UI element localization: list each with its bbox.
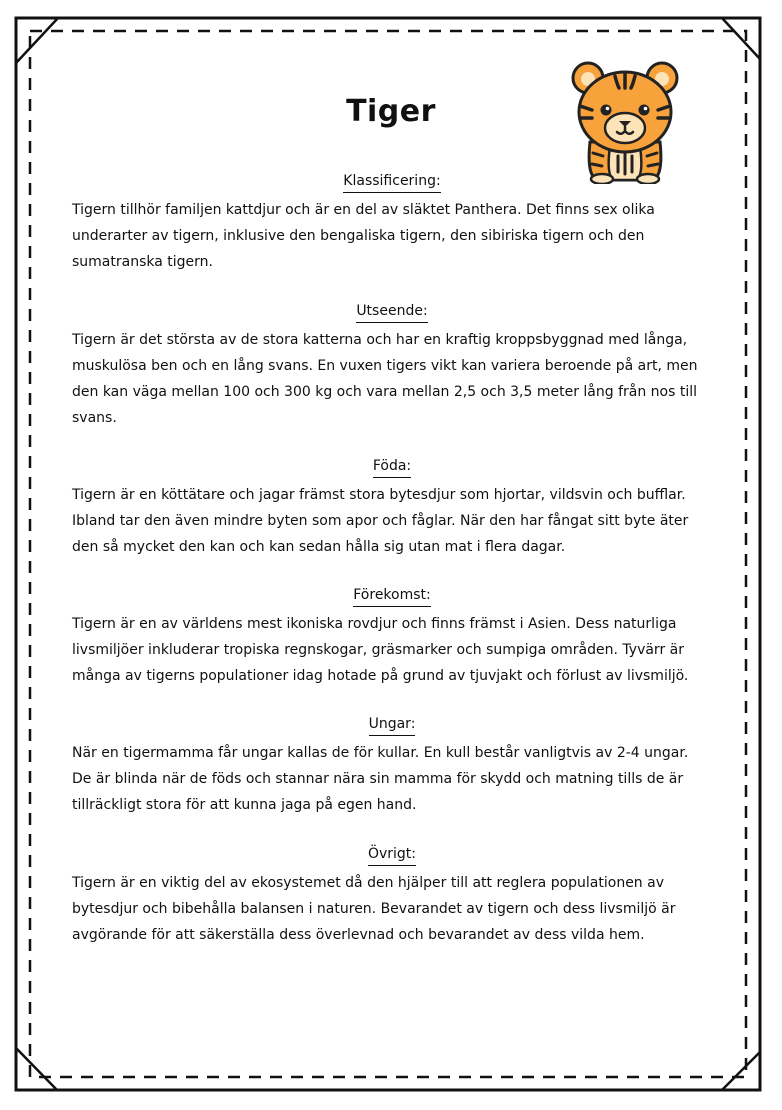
section-heading: Utseende:: [356, 303, 427, 323]
page-title: Tiger: [346, 94, 436, 129]
section-foda: [72, 458, 712, 560]
section-text: När en tigermamma får ungar kallas de för kullar. En kull består vanligtvis av 2-4 ungar. De är blinda när de föds och stannar nära sin mamma för skydd och matning tills de är tillräckligt stora för att kunna jaga på egen hand.: [72, 745, 689, 813]
section-text: Tigern tillhör familjen kattdjur och är en del av släktet Panthera. Det finns sex olika underarter av tigern, inklusive den bengaliska tigern, den sibiriska tigern och den sumatranska tigern.: [72, 202, 655, 270]
section-heading: Klassificering:: [343, 173, 440, 193]
section-ovrigt: [72, 846, 712, 948]
section-text: Tigern är en viktig del av ekosystemet då den hjälper till att reglera populationen av bytesdjur och bibehålla balansen i naturen. Bevarandet av tigern och dess livsmiljö är avgörande för att säkerställa dess överlevnad och bevarandet av dess vilda hem.: [72, 875, 676, 943]
section-heading: Övrigt:: [368, 846, 416, 866]
section-klassificering: [72, 173, 712, 275]
section-heading: Föda:: [373, 458, 411, 478]
section-text: Tigern är en köttätare och jagar främst stora bytesdjur som hjortar, vildsvin och bufflar. Ibland tar den även mindre byten som apor och fåglar. När den har fångat sitt byte äter den så mycket den kan och kan sedan hålla sig utan mat i flera dagar.: [72, 487, 689, 555]
section-heading: Förekomst:: [353, 587, 431, 607]
section-ungar: [72, 716, 712, 818]
section-utseende: [72, 303, 712, 431]
section-text: Tigern är det största av de stora katterna och har en kraftig kroppsbyggnad med långa, muskulösa ben och en lång svans. En vuxen tigers vikt kan variera beroende på art, men den kan väga mellan 100 och 300 kg och vara mellan 2,5 och 3,5 meter lång från nos till svans.: [72, 332, 698, 426]
section-heading: Ungar:: [369, 716, 416, 736]
section-text: Tigern är en av världens mest ikoniska rovdjur och finns främst i Asien. Dess naturliga livsmiljöer inkluderar tropiska regnskogar, gräsmarker och sumpiga områden. Tyvärr är många av tigerns populationer idag hotade på grund av tjuvjakt och förlust av livsmiljö.: [72, 616, 689, 684]
section-forekomst: [72, 587, 712, 689]
